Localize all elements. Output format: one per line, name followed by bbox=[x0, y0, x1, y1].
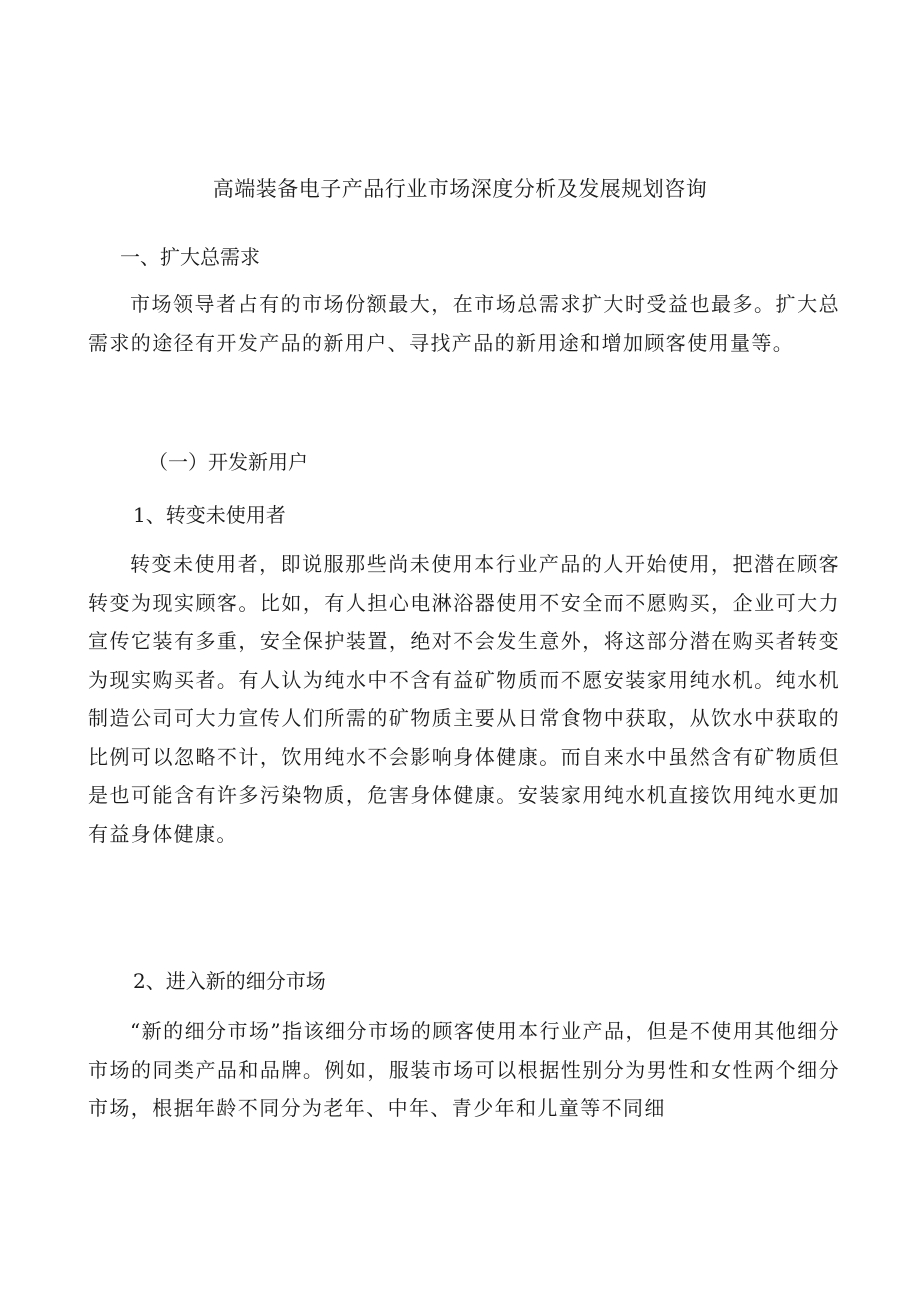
item-heading-new-segments: 2、进入新的细分市场 bbox=[133, 969, 326, 993]
paragraph-convert-nonusers: 转变未使用者，即说服那些尚未使用本行业产品的人开始使用，把潜在顾客转变为现实顾客。比如，有人担心电淋浴器使用不安全而不愿购买，企业可大力宣传它装有多重，安全保护装置，绝对不会发生意外，将这部分潜在购买者转变为现实购买者。有人认为纯水中不含有益矿物质而不愿安装家用纯水机。纯水机制造公司可大力宣传人们所需的矿物质主要从日常食物中获取，从饮水中获取的比例可以忽略不计，饮用纯水不会影响身体健康。而自来水中虽然含有矿物质但是也可能含有许多污染物质，危害身体健康。安装家用纯水机直接饮用纯水更加有益身体健康。 bbox=[88, 552, 840, 846]
document-title: 高端装备电子产品行业市场深度分析及发展规划咨询 bbox=[212, 177, 708, 201]
item-heading-convert-nonusers: 1、转变未使用者 bbox=[133, 503, 286, 527]
subsection-heading-new-users: （一）开发新用户 bbox=[148, 450, 308, 474]
paragraph-expand-demand: 市场领导者占有的市场份额最大，在市场总需求扩大时受益也最多。扩大总需求的途径有开发产品的新用户、寻找产品的新用途和增加顾客使用量等。 bbox=[88, 292, 840, 355]
paragraph-new-segments: “新的细分市场”指该细分市场的顾客使用本行业产品，但是不使用其他细分市场的同类产品和品牌。例如，服装市场可以根据性别分为男性和女性两个细分市场，根据年龄不同分为老年、中年、青少年和儿童等不同细 bbox=[88, 1019, 840, 1120]
section-heading-expand-demand: 一、扩大总需求 bbox=[120, 245, 260, 269]
